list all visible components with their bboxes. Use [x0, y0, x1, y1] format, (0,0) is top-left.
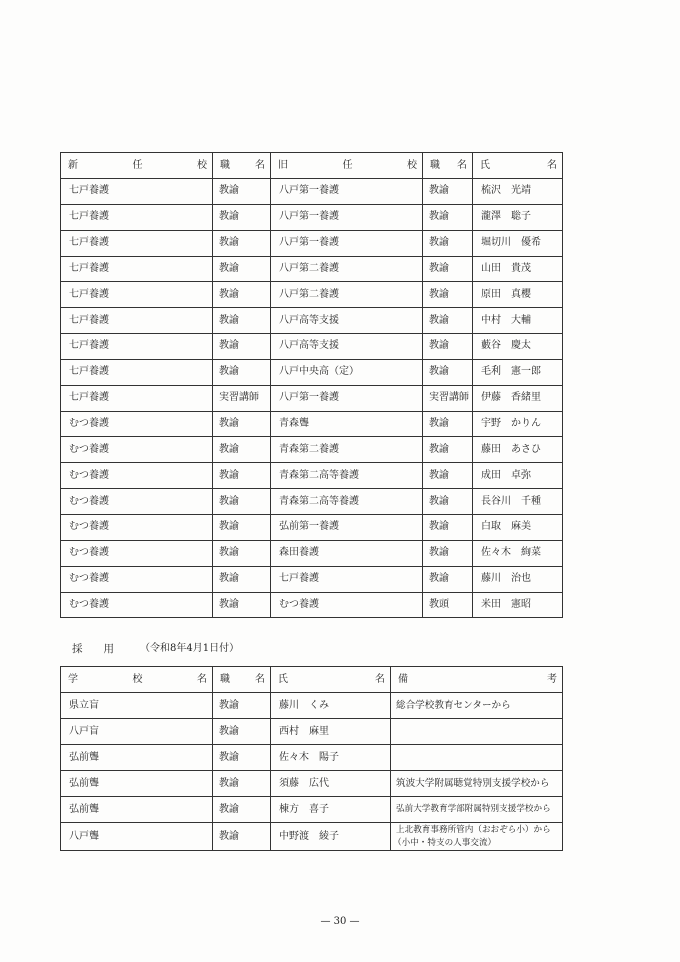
new-title-cell: 教諭: [213, 179, 271, 205]
table-row: [61, 359, 563, 385]
new-school-cell: 七戸養護: [61, 334, 213, 360]
page-number: — 30 —: [320, 916, 360, 927]
new-school-cell: むつ養護: [61, 540, 213, 566]
table-header-row: [61, 153, 563, 179]
table-row: [61, 256, 563, 282]
table-row: [61, 745, 563, 771]
new-school-cell: 七戸養護: [61, 385, 213, 411]
old-school-cell: 八戸第一養護: [271, 204, 423, 230]
name-cell: 藤川 治也: [473, 566, 563, 592]
new-title-cell: 教諭: [213, 411, 271, 437]
header-name: 氏名: [473, 153, 563, 179]
new-school-cell: 七戸養護: [61, 359, 213, 385]
name-cell: 毛利 憲一郎: [473, 359, 563, 385]
header-new-school: 新任校: [61, 153, 213, 179]
remarks-cell: [391, 745, 563, 771]
new-school-cell: むつ養護: [61, 437, 213, 463]
table-row: [61, 771, 563, 797]
old-school-cell: むつ養護: [271, 592, 423, 618]
table-row: [61, 204, 563, 230]
name-cell: 西村 麻里: [271, 719, 391, 745]
new-title-cell: 教諭: [213, 256, 271, 282]
remarks-cell: [391, 797, 563, 823]
name-cell: 宇野 かりん: [473, 411, 563, 437]
old-school-cell: 八戸中央高（定）: [271, 359, 423, 385]
transfer-table-body: [61, 179, 563, 618]
school-cell: 弘前聾: [61, 771, 213, 797]
title-cell: 教諭: [213, 771, 271, 797]
name-cell: 佐々木 絢菜: [473, 540, 563, 566]
title-cell: 教諭: [213, 745, 271, 771]
new-school-cell: むつ養護: [61, 592, 213, 618]
school-cell: 八戸盲: [61, 719, 213, 745]
new-title-cell: 教諭: [213, 282, 271, 308]
new-school-cell: むつ養護: [61, 463, 213, 489]
remark-text-line2: （小中・特支の人事交流）: [393, 837, 497, 848]
remarks-cell: [391, 823, 563, 851]
old-title-cell: 教諭: [423, 204, 473, 230]
new-title-cell: 教諭: [213, 489, 271, 515]
table-header-row: [61, 667, 563, 693]
old-school-cell: 青森第二養護: [271, 437, 423, 463]
new-school-cell: むつ養護: [61, 411, 213, 437]
new-school-cell: 七戸養護: [61, 256, 213, 282]
old-school-cell: 青森聾: [271, 411, 423, 437]
header-remarks: 備考: [391, 667, 563, 693]
old-school-cell: 青森第二高等養護: [271, 489, 423, 515]
table-row: [61, 592, 563, 618]
old-school-cell: 八戸第一養護: [271, 179, 423, 205]
old-school-cell: 八戸第一養護: [271, 385, 423, 411]
old-title-cell: 教諭: [423, 463, 473, 489]
old-title-cell: 教諭: [423, 489, 473, 515]
old-school-cell: 八戸第二養護: [271, 256, 423, 282]
table-row: [61, 334, 563, 360]
remark-text: 総合学校教育センターから: [396, 700, 511, 711]
name-cell: 堀切川 優希: [473, 230, 563, 256]
old-title-cell: 教諭: [423, 437, 473, 463]
old-title-cell: 教諭: [423, 514, 473, 540]
table-row: [61, 230, 563, 256]
transfer-table: [60, 152, 563, 618]
new-title-cell: 教諭: [213, 359, 271, 385]
old-title-cell: 教諭: [423, 230, 473, 256]
new-title-cell: 教諭: [213, 514, 271, 540]
remarks-cell: [391, 719, 563, 745]
new-title-cell: 教諭: [213, 566, 271, 592]
table-row: [61, 437, 563, 463]
header-title: 職名: [213, 667, 271, 693]
table-row: [61, 540, 563, 566]
name-cell: 白取 麻美: [473, 514, 563, 540]
new-title-cell: 教諭: [213, 230, 271, 256]
new-title-cell: 教諭: [213, 437, 271, 463]
new-school-cell: 七戸養護: [61, 308, 213, 334]
old-school-cell: 八戸第一養護: [271, 230, 423, 256]
section-date: （令和8年4月1日付）: [140, 643, 240, 654]
school-cell: 県立盲: [61, 693, 213, 719]
table-row: [61, 514, 563, 540]
new-school-cell: むつ養護: [61, 489, 213, 515]
new-school-cell: むつ養護: [61, 514, 213, 540]
table-row: [61, 308, 563, 334]
old-school-cell: 青森第二高等養護: [271, 463, 423, 489]
old-title-cell: 教諭: [423, 411, 473, 437]
name-cell: 成田 卓弥: [473, 463, 563, 489]
old-title-cell: 教諭: [423, 308, 473, 334]
name-cell: 梳沢 光靖: [473, 179, 563, 205]
hiring-table: [60, 666, 563, 851]
new-title-cell: 実習講師: [213, 385, 271, 411]
old-school-cell: 弘前第一養護: [271, 514, 423, 540]
table-row: [61, 489, 563, 515]
old-school-cell: 八戸高等支援: [271, 334, 423, 360]
table-row: [61, 693, 563, 719]
table-row: [61, 719, 563, 745]
old-title-cell: 教諭: [423, 359, 473, 385]
remark-text: 弘前大学教育学部附属特別支援学校から: [396, 804, 551, 814]
new-school-cell: むつ養護: [61, 566, 213, 592]
name-cell: 佐々木 陽子: [271, 745, 391, 771]
table-row: [61, 179, 563, 205]
table-row: [61, 823, 563, 851]
name-cell: 米田 憲昭: [473, 592, 563, 618]
name-cell: 長谷川 千種: [473, 489, 563, 515]
name-cell: 原田 真櫻: [473, 282, 563, 308]
table-row: [61, 385, 563, 411]
table-row: [61, 797, 563, 823]
remarks-cell: [391, 693, 563, 719]
header-old-title: 職名: [423, 153, 473, 179]
table-row: [61, 282, 563, 308]
old-school-cell: 八戸高等支援: [271, 308, 423, 334]
old-title-cell: 教諭: [423, 256, 473, 282]
old-title-cell: 教諭: [423, 540, 473, 566]
old-school-cell: 七戸養護: [271, 566, 423, 592]
title-cell: 教諭: [213, 797, 271, 823]
title-cell: 教諭: [213, 693, 271, 719]
school-cell: 弘前聾: [61, 745, 213, 771]
header-old-school: 旧任校: [271, 153, 423, 179]
old-title-cell: 教頭: [423, 592, 473, 618]
remarks-cell: [391, 771, 563, 797]
table-row: [61, 411, 563, 437]
school-cell: 弘前聾: [61, 797, 213, 823]
new-title-cell: 教諭: [213, 540, 271, 566]
title-cell: 教諭: [213, 823, 271, 851]
old-title-cell: 実習講師: [423, 385, 473, 411]
new-title-cell: 教諭: [213, 308, 271, 334]
table-row: [61, 566, 563, 592]
new-school-cell: 七戸養護: [61, 282, 213, 308]
new-school-cell: 七戸養護: [61, 204, 213, 230]
old-title-cell: 教諭: [423, 179, 473, 205]
section-title: 採 用: [72, 643, 114, 655]
header-new-title: 職名: [213, 153, 271, 179]
name-cell: 瀧澤 聡子: [473, 204, 563, 230]
old-title-cell: 教諭: [423, 566, 473, 592]
new-title-cell: 教諭: [213, 334, 271, 360]
name-cell: 伊藤 香緒里: [473, 385, 563, 411]
table-row: [61, 463, 563, 489]
name-cell: 山田 貴茂: [473, 256, 563, 282]
old-school-cell: 八戸第二養護: [271, 282, 423, 308]
name-cell: 藪谷 慶太: [473, 334, 563, 360]
header-name: 氏名: [271, 667, 391, 693]
name-cell: 中野渡 綾子: [271, 823, 391, 851]
name-cell: 藤田 あさひ: [473, 437, 563, 463]
school-cell: 八戸聾: [61, 823, 213, 851]
old-school-cell: 森田養護: [271, 540, 423, 566]
hiring-table-body: [61, 693, 563, 851]
old-title-cell: 教諭: [423, 334, 473, 360]
old-title-cell: 教諭: [423, 282, 473, 308]
header-school: 学校名: [61, 667, 213, 693]
new-title-cell: 教諭: [213, 592, 271, 618]
new-title-cell: 教諭: [213, 204, 271, 230]
remark-text: 筑波大学附属聴覚特別支援学校から: [396, 778, 550, 789]
remark-text: 上北教育事務所管内（おおぞら小）から: [396, 824, 551, 835]
name-cell: 棟方 喜子: [271, 797, 391, 823]
new-title-cell: 教諭: [213, 463, 271, 489]
name-cell: 中村 大輔: [473, 308, 563, 334]
new-school-cell: 七戸養護: [61, 230, 213, 256]
name-cell: 須藤 広代: [271, 771, 391, 797]
new-school-cell: 七戸養護: [61, 179, 213, 205]
name-cell: 藤川 くみ: [271, 693, 391, 719]
title-cell: 教諭: [213, 719, 271, 745]
